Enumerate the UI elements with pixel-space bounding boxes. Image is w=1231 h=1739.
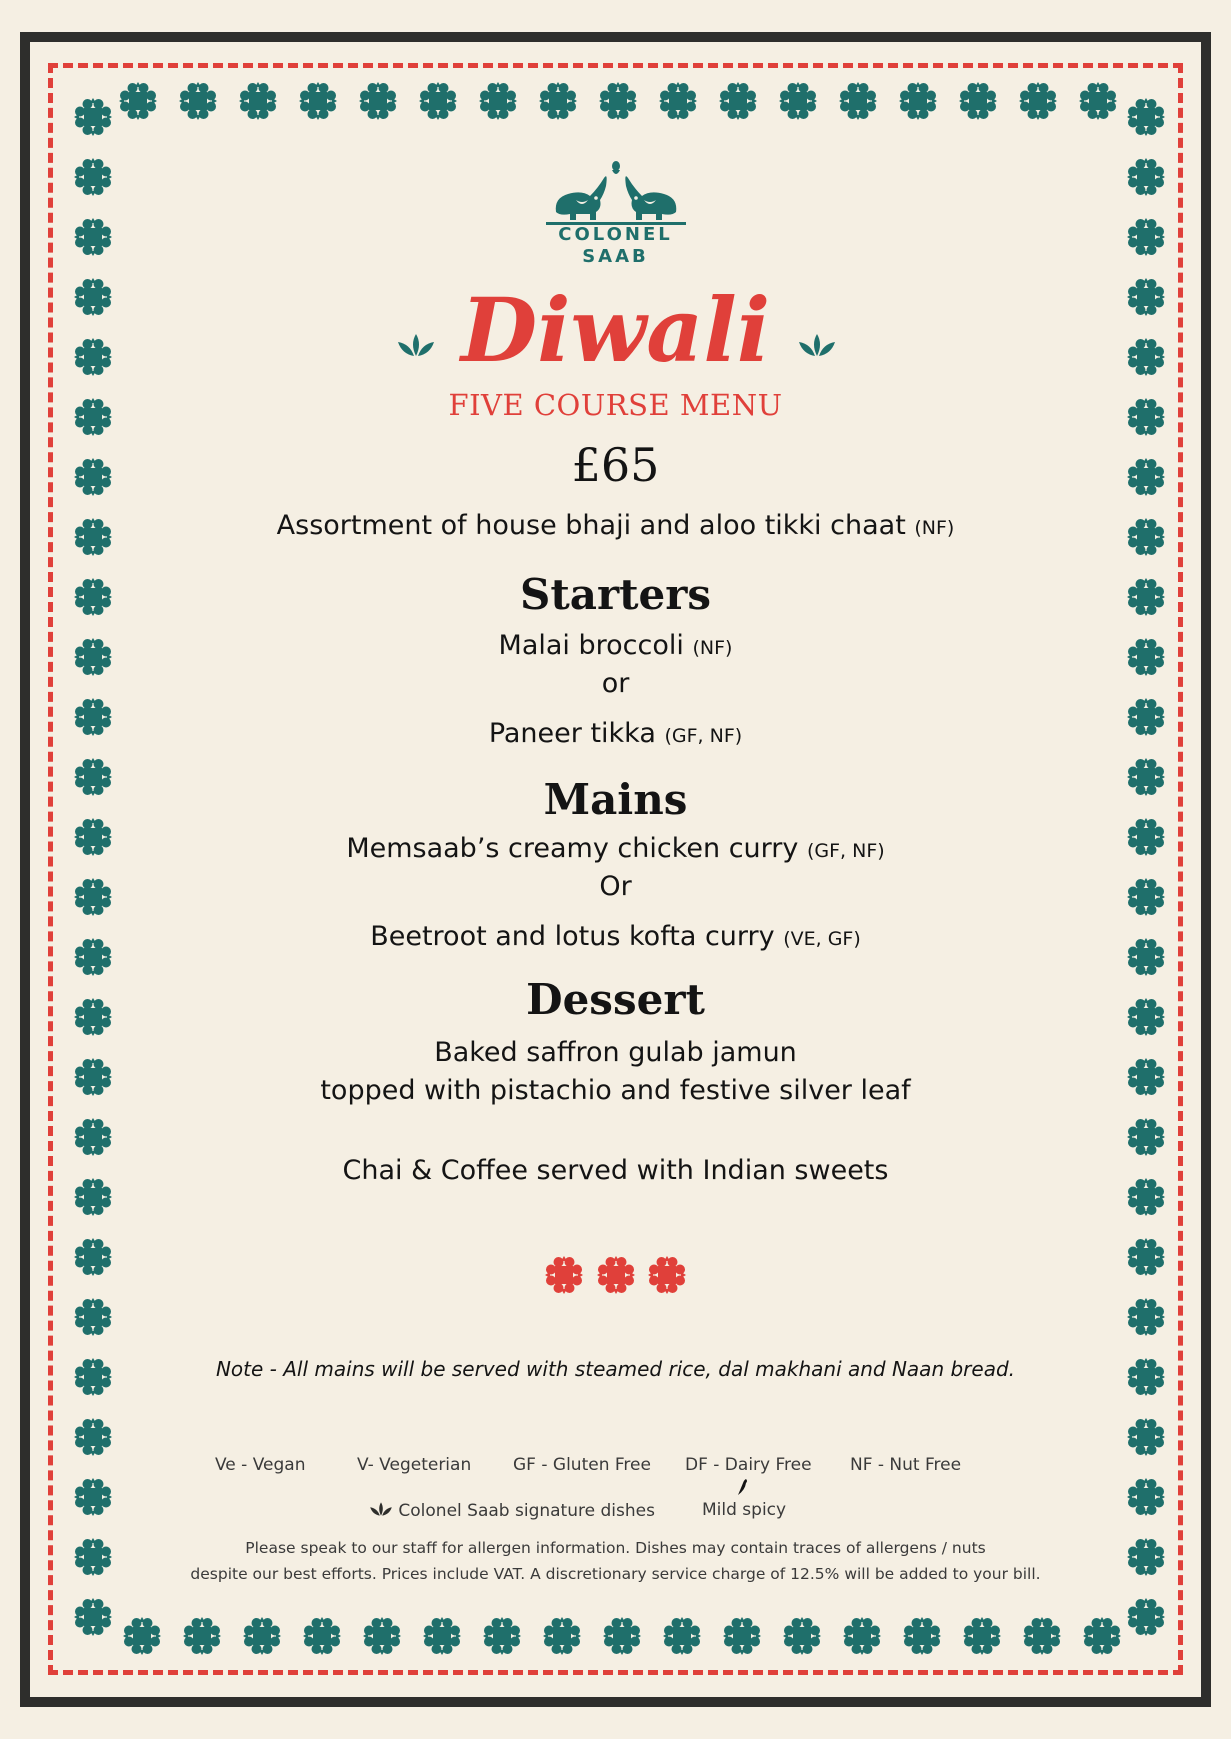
quatrefoil-icon: [658, 81, 698, 121]
starter-2-text: Paneer tikka: [488, 718, 656, 749]
lotus-icon: [369, 1500, 393, 1518]
quatrefoil-icon: [647, 1255, 687, 1295]
quatrefoil-icon: [778, 81, 818, 121]
quatrefoil-icon: [1126, 1117, 1166, 1157]
menu-price: £65: [571, 438, 660, 492]
legend-dairy-free: DF - Dairy Free: [685, 1455, 812, 1475]
logo: [0, 160, 1231, 230]
mains-heading: Mains: [543, 775, 688, 824]
quatrefoil-icon: [898, 81, 938, 121]
starter-2-tag: (GF, NF): [664, 725, 743, 747]
quatrefoil-icon: [1126, 97, 1166, 137]
quatrefoil-icon: [73, 1477, 113, 1517]
quatrefoil-icon: [1126, 1597, 1166, 1637]
quatrefoil-icon: [182, 1616, 222, 1656]
starter-1-tag: (NF): [692, 637, 733, 659]
quatrefoil-icon: [478, 81, 518, 121]
menu-subtitle: FIVE COURSE MENU: [448, 388, 783, 422]
legend-signature: [369, 1500, 655, 1521]
dessert-heading: Dessert: [526, 975, 705, 1024]
brand-line-1: COLONEL: [558, 224, 673, 245]
page-title: Diwali: [460, 278, 771, 382]
quatrefoil-icon: [538, 81, 578, 121]
quatrefoil-icon: [1126, 1477, 1166, 1517]
legend-gluten-free: GF - Gluten Free: [513, 1455, 651, 1475]
quatrefoil-icon: [1126, 1417, 1166, 1457]
quatrefoil-icon: [73, 97, 113, 137]
quatrefoil-icon: [422, 1616, 462, 1656]
brand-line-2: SAAB: [582, 246, 649, 267]
quatrefoil-icon: [73, 1297, 113, 1337]
quatrefoil-icon: [782, 1616, 822, 1656]
quatrefoil-icon: [482, 1616, 522, 1656]
brand-name: [0, 224, 1231, 268]
quatrefoil-icon: [73, 1597, 113, 1637]
quatrefoil-icon: [542, 1616, 582, 1656]
quatrefoil-icon: [598, 81, 638, 121]
quatrefoil-icon: [602, 1616, 642, 1656]
quatrefoil-icon: [544, 1255, 584, 1295]
quatrefoil-icon: [302, 1616, 342, 1656]
quatrefoil-icon: [418, 81, 458, 121]
main-option-2: [0, 921, 1231, 952]
quatrefoil-icon: [178, 81, 218, 121]
legend-signature-label: Colonel Saab signature dishes: [398, 1501, 655, 1521]
quatrefoil-icon: [1126, 1297, 1166, 1337]
starter-1-text: Malai broccoli: [498, 630, 684, 661]
starter-option-2: [0, 718, 1231, 749]
quatrefoil-icon: [1022, 1616, 1062, 1656]
elephants-logo-icon: [546, 160, 686, 226]
quatrefoil-icon: [298, 81, 338, 121]
quatrefoil-icon: [902, 1616, 942, 1656]
quatrefoil-icon: [73, 1117, 113, 1157]
quatrefoil-icon: [1078, 81, 1118, 121]
legend-nut-free: NF - Nut Free: [850, 1455, 962, 1475]
quatrefoil-icon: [662, 1616, 702, 1656]
quatrefoil-icon: [73, 1417, 113, 1457]
dessert-line-1: Baked saffron gulab jamun: [434, 1037, 797, 1068]
main-2-tag: (VE, GF): [783, 928, 861, 950]
disclaimer-line-1: Please speak to our staff for allergen information. Dishes may contain traces of allergens / nuts: [245, 1539, 986, 1557]
chili-icon: [736, 1478, 750, 1496]
disclaimer-line-2: despite our best efforts. Prices include VAT. A discretionary service charge of 12.5% will be added to your bill.: [190, 1565, 1041, 1583]
mains-note: Note - All mains will be served with steamed rice, dal makhani and Naan bread.: [215, 1357, 1016, 1381]
red-ornaments: [0, 1255, 1231, 1299]
main-1-tag: (GF, NF): [806, 840, 885, 862]
allergen-disclaimer: [0, 1535, 1231, 1587]
quatrefoil-icon: [242, 1616, 282, 1656]
starters-heading: Starters: [520, 570, 711, 619]
legend-spicy-label: Mild spicy: [702, 1500, 787, 1520]
main-1-text: Memsaab’s creamy chicken curry: [346, 833, 799, 864]
quatrefoil-icon: [238, 81, 278, 121]
starter-option-1: [0, 630, 1231, 661]
quatrefoil-icon: [838, 81, 878, 121]
legend-spicy: [702, 1500, 786, 1520]
quatrefoil-icon: [118, 81, 158, 121]
main-option-1: [0, 833, 1231, 864]
quatrefoil-icon: [962, 1616, 1002, 1656]
quatrefoil-icon: [596, 1255, 636, 1295]
main-2-text: Beetroot and lotus kofta curry: [370, 921, 775, 952]
amuse-text: Assortment of house bhaji and aloo tikki chaat: [276, 510, 906, 541]
dessert-line-2: topped with pistachio and festive silver leaf: [320, 1075, 911, 1106]
quatrefoil-icon: [1018, 81, 1058, 121]
legend-vegetarian: V- Vegeterian: [357, 1455, 472, 1475]
quatrefoil-icon: [958, 81, 998, 121]
amuse-item: [0, 510, 1231, 541]
quatrefoil-icon: [358, 81, 398, 121]
quatrefoil-icon: [722, 1616, 762, 1656]
quatrefoil-icon: [1082, 1616, 1122, 1656]
chai-coffee: Chai & Coffee served with Indian sweets: [342, 1155, 889, 1186]
starters-or: or: [601, 668, 630, 699]
amuse-tag: (NF): [914, 517, 955, 539]
quatrefoil-icon: [842, 1616, 882, 1656]
legend-vegan: Ve - Vegan: [215, 1455, 306, 1475]
quatrefoil-icon: [362, 1616, 402, 1656]
quatrefoil-icon: [122, 1616, 162, 1656]
mains-or: Or: [599, 871, 632, 902]
quatrefoil-icon: [718, 81, 758, 121]
